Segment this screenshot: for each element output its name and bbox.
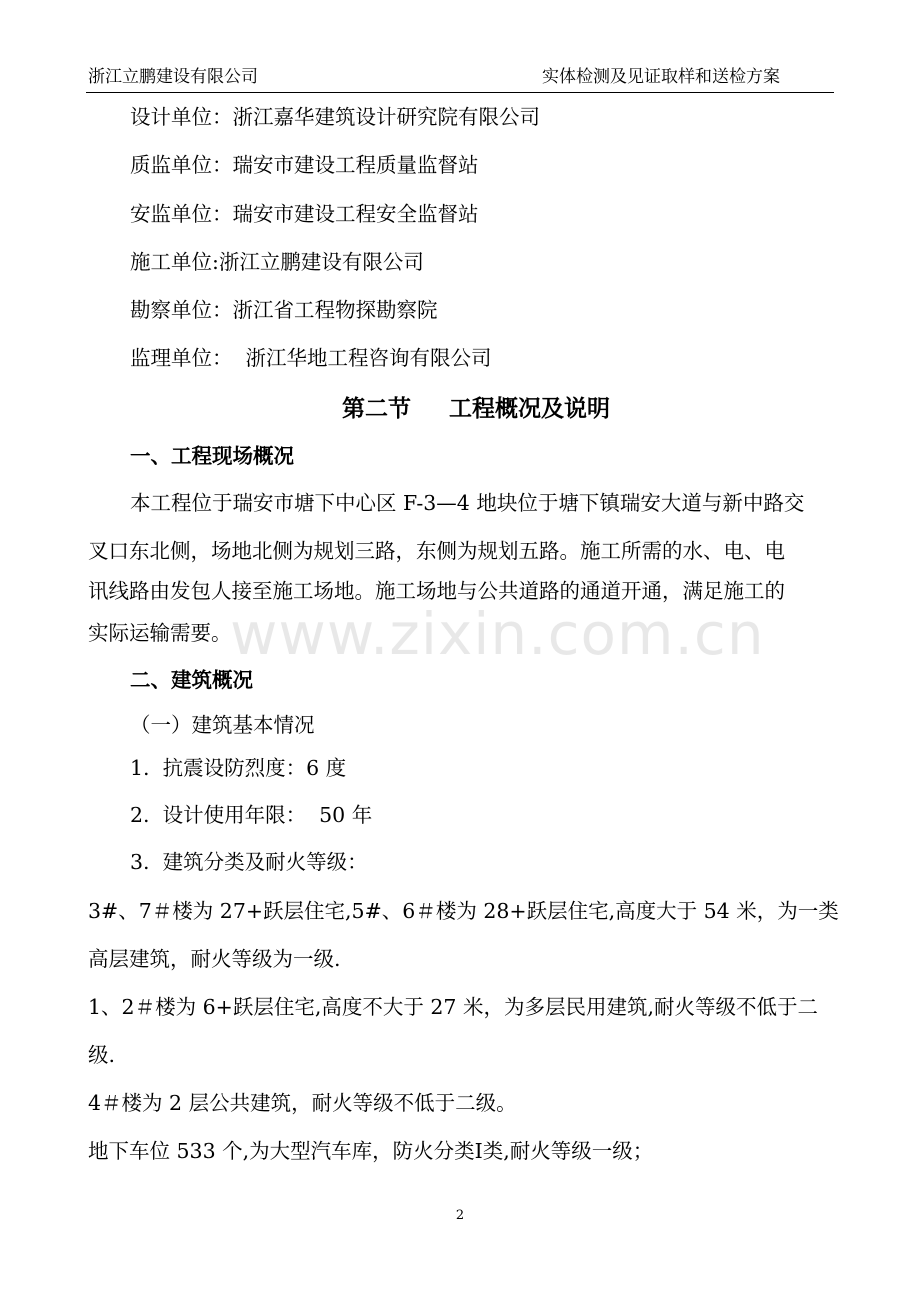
detail-line: 3#、7＃楼为 27+跃层住宅,5#、6＃楼为 28+跃层住宅,高度大于 54 米，为一类 bbox=[88, 899, 839, 923]
site-paragraph-line: 叉口东北侧，场地北侧为规划三路，东侧为规划五路。施工所需的水、电、电 bbox=[88, 539, 785, 563]
site-paragraph-line: 讯线路由发包人接至施工场地。施工场地与公共道路的通道开通，满足施工的 bbox=[88, 579, 785, 603]
service-life-item: 2. 设计使用年限： 50 年 bbox=[130, 803, 373, 827]
header-company: 浙江立鹏建设有限公司 bbox=[88, 67, 258, 87]
watermark: www.zixin.com.cn bbox=[230, 600, 765, 668]
detail-line: 高层建筑，耐火等级为一级. bbox=[88, 947, 341, 971]
classification-item: 3. 建筑分类及耐火等级： bbox=[130, 850, 368, 874]
safety-supervision-unit: 安监单位：瑞安市建设工程安全监督站 bbox=[130, 202, 479, 226]
building-heading: 二、建筑概况 bbox=[130, 668, 253, 692]
page-number: 2 bbox=[455, 1208, 465, 1223]
site-heading: 一、工程现场概况 bbox=[130, 444, 294, 468]
section-name: 工程概况及说明 bbox=[449, 395, 610, 422]
header-divider bbox=[86, 92, 834, 93]
building-sub-heading: （一）建筑基本情况 bbox=[130, 713, 315, 737]
detail-line: 地下车位 533 个,为大型汽车库，防火分类Ⅰ类,耐火等级一级； bbox=[88, 1139, 654, 1163]
section-title bbox=[342, 395, 610, 423]
detail-line: 级. bbox=[88, 1043, 116, 1067]
site-paragraph-line: 实际运输需要。 bbox=[88, 621, 232, 645]
survey-unit: 勘察单位：浙江省工程物探勘察院 bbox=[130, 298, 438, 322]
detail-line: 1、2＃楼为 6+跃层住宅,高度不大于 27 米，为多层民用建筑,耐火等级不低于二 bbox=[88, 995, 818, 1019]
design-unit: 设计单位：浙江嘉华建筑设计研究院有限公司 bbox=[130, 105, 540, 129]
supervision-unit: 监理单位： 浙江华地工程咨询有限公司 bbox=[130, 346, 492, 370]
quality-supervision-unit: 质监单位：瑞安市建设工程质量监督站 bbox=[130, 153, 479, 177]
site-paragraph-line: 本工程位于瑞安市塘下中心区 F-3—4 地块位于塘下镇瑞安大道与新中路交 bbox=[130, 491, 805, 515]
construction-unit: 施工单位:浙江立鹏建设有限公司 bbox=[130, 250, 424, 274]
header-doc-title: 实体检测及见证取样和送检方案 bbox=[542, 67, 780, 87]
seismic-item: 1. 抗震设防烈度：6 度 bbox=[130, 756, 347, 780]
detail-line: 4＃楼为 2 层公共建筑，耐火等级不低于二级。 bbox=[88, 1091, 517, 1115]
section-number: 第二节 bbox=[342, 395, 411, 422]
